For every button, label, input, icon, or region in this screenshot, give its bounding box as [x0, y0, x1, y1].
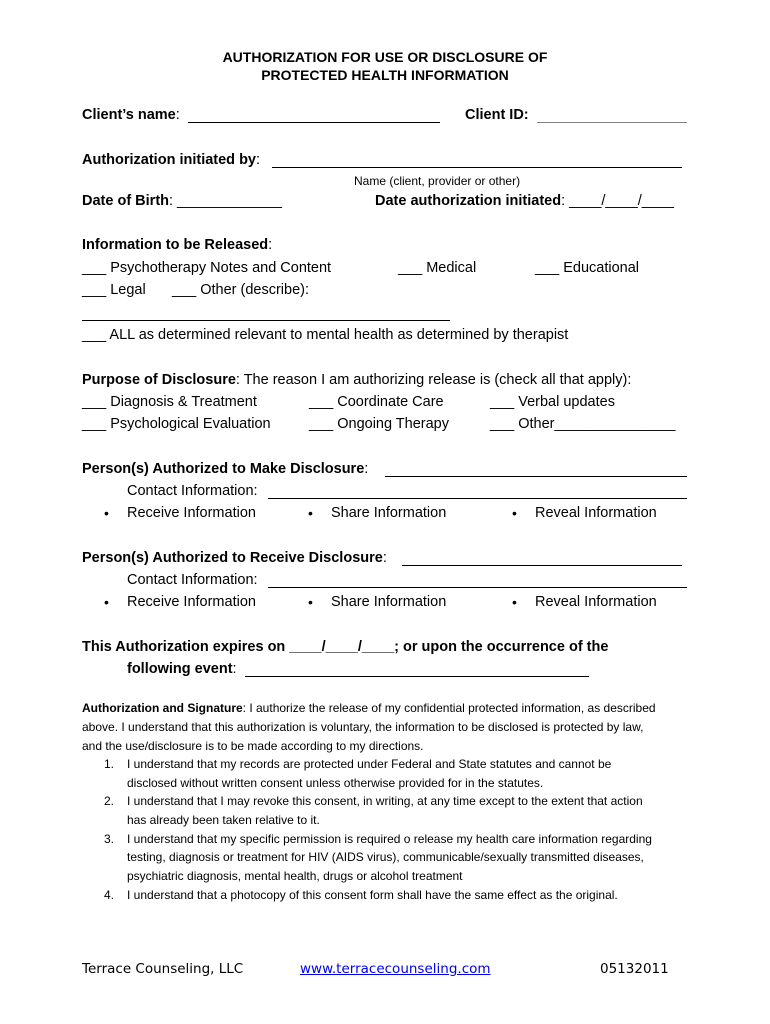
purpose-heading-row	[82, 372, 631, 388]
make-contact-field[interactable]	[268, 498, 687, 499]
receive-disclosure-heading: Person(s) Authorized to Receive Disclosure	[82, 550, 383, 566]
expires-line: This Authorization expires on ____/____/____; or upon the occurrence of the	[82, 639, 609, 655]
client-name-label: Client’s name	[82, 107, 176, 123]
option-psychotherapy-notes[interactable]: ___ Psychotherapy Notes and Content	[82, 260, 332, 276]
list-item: I understand that my specific permission is required o release my health care information regarding	[127, 832, 652, 846]
make-receive-information[interactable]: Receive Information	[127, 505, 256, 521]
signature-heading: Authorization and Signature	[82, 701, 243, 715]
client-name-field[interactable]	[188, 122, 440, 123]
expires-event-label: following event	[127, 661, 233, 677]
option-diagnosis-treatment[interactable]: ___ Diagnosis & Treatment	[82, 394, 257, 410]
dob-row	[82, 193, 282, 209]
signature-intro-line2: above. I understand that this authorization is voluntary, the information to be disclosed is protected by law,	[82, 720, 644, 734]
date-initiated-label: Date authorization initiated	[375, 193, 562, 209]
form-title-line2: PROTECTED HEALTH INFORMATION	[261, 67, 509, 83]
date-initiated-row	[375, 193, 674, 209]
make-disclosure-field[interactable]	[385, 476, 687, 477]
date-initiated-field[interactable]: : ____/____/____	[561, 193, 674, 209]
info-released-heading: Information to be Released	[82, 237, 269, 253]
option-ongoing-therapy[interactable]: ___ Ongoing Therapy	[309, 416, 450, 432]
expires-event-field[interactable]	[245, 676, 589, 677]
dob-field[interactable]: : _____________	[169, 193, 282, 209]
expires-event-row: following event:	[127, 661, 237, 677]
option-verbal-updates[interactable]: ___ Verbal updates	[490, 394, 615, 410]
signature-intro-line1: Authorization and Signature: I authorize the release of my confidential protected information, as described	[82, 701, 656, 715]
bullet-icon: •	[512, 505, 517, 521]
list-item: testing, diagnosis or treatment for HIV (AIDS virus), communicable/sexually transmitted diseases,	[127, 850, 644, 864]
list-number: 1.	[104, 757, 115, 771]
other-describe-field[interactable]	[82, 320, 450, 321]
initiated-by-field[interactable]	[272, 167, 682, 168]
list-item: I understand that my records are protected under Federal and State statutes and cannot be	[127, 757, 612, 771]
list-item: has already been taken relative to it.	[127, 813, 320, 827]
option-legal[interactable]: ___ Legal	[82, 282, 146, 298]
footer-company: Terrace Counseling, LLC	[82, 961, 244, 977]
option-coordinate-care[interactable]: ___ Coordinate Care	[309, 394, 444, 410]
receive-receive-information[interactable]: Receive Information	[127, 594, 256, 610]
make-disclosure-heading: Person(s) Authorized to Make Disclosure	[82, 461, 365, 477]
purpose-heading: Purpose of Disclosure	[82, 372, 236, 388]
initiated-by-label-row: Authorization initiated by:	[82, 152, 261, 168]
option-educational[interactable]: ___ Educational	[535, 260, 639, 276]
make-contact-label: Contact Information:	[127, 483, 258, 499]
initiated-by-caption: Name (client, provider or other)	[354, 174, 521, 188]
receive-contact-label: Contact Information:	[127, 572, 258, 588]
list-number: 2.	[104, 794, 115, 808]
option-purpose-other[interactable]: ___ Other_______________	[490, 416, 676, 432]
client-name-label-row: Client’s name:	[82, 107, 180, 123]
make-disclosure-heading-row: Person(s) Authorized to Make Disclosure:	[82, 461, 369, 477]
option-other-describe[interactable]: ___ Other (describe):	[172, 282, 310, 298]
bullet-icon: •	[308, 505, 313, 521]
receive-share-information[interactable]: Share Information	[331, 594, 447, 610]
receive-disclosure-heading-row: Person(s) Authorized to Receive Disclosure:	[82, 550, 387, 566]
client-id-field[interactable]	[537, 122, 687, 123]
purpose-intro: : The reason I am authorizing release is (check all that apply):	[235, 372, 632, 388]
make-share-information[interactable]: Share Information	[331, 505, 447, 521]
list-item: disclosed without written consent unless otherwise provided for in the statutes.	[127, 776, 544, 790]
list-item: psychiatric diagnosis, mental health, drugs or alcohol treatment	[127, 869, 463, 883]
form-title-line1: AUTHORIZATION FOR USE OR DISCLOSURE OF	[222, 49, 548, 65]
bullet-icon: •	[104, 594, 109, 610]
footer-website-link[interactable]: www.terracecounseling.com	[300, 961, 491, 977]
receive-contact-field[interactable]	[268, 587, 687, 588]
receive-reveal-information[interactable]: Reveal Information	[535, 594, 657, 610]
initiated-by-label: Authorization initiated by	[82, 152, 256, 168]
info-released-heading-row: Information to be Released:	[82, 237, 273, 253]
receive-disclosure-field[interactable]	[402, 565, 682, 566]
bullet-icon: •	[512, 594, 517, 610]
option-psychological-evaluation[interactable]: ___ Psychological Evaluation	[82, 416, 271, 432]
list-item: I understand that a photocopy of this consent form shall have the same effect as the original.	[127, 888, 618, 902]
footer-form-code: 05132011	[600, 961, 669, 977]
make-reveal-information[interactable]: Reveal Information	[535, 505, 657, 521]
list-number: 3.	[104, 832, 115, 846]
list-number: 4.	[104, 888, 115, 902]
list-item: I understand that I may revoke this consent, in writing, at any time except to the extent that action	[127, 794, 643, 808]
dob-label: Date of Birth	[82, 193, 169, 209]
signature-intro-line3: and the use/disclosure is to be made according to my directions.	[82, 739, 424, 753]
option-all[interactable]: ___ ALL as determined relevant to mental health as determined by therapist	[82, 327, 569, 343]
bullet-icon: •	[104, 505, 109, 521]
bullet-icon: •	[308, 594, 313, 610]
option-medical[interactable]: ___ Medical	[398, 260, 477, 276]
client-id-label: Client ID:	[465, 107, 529, 123]
